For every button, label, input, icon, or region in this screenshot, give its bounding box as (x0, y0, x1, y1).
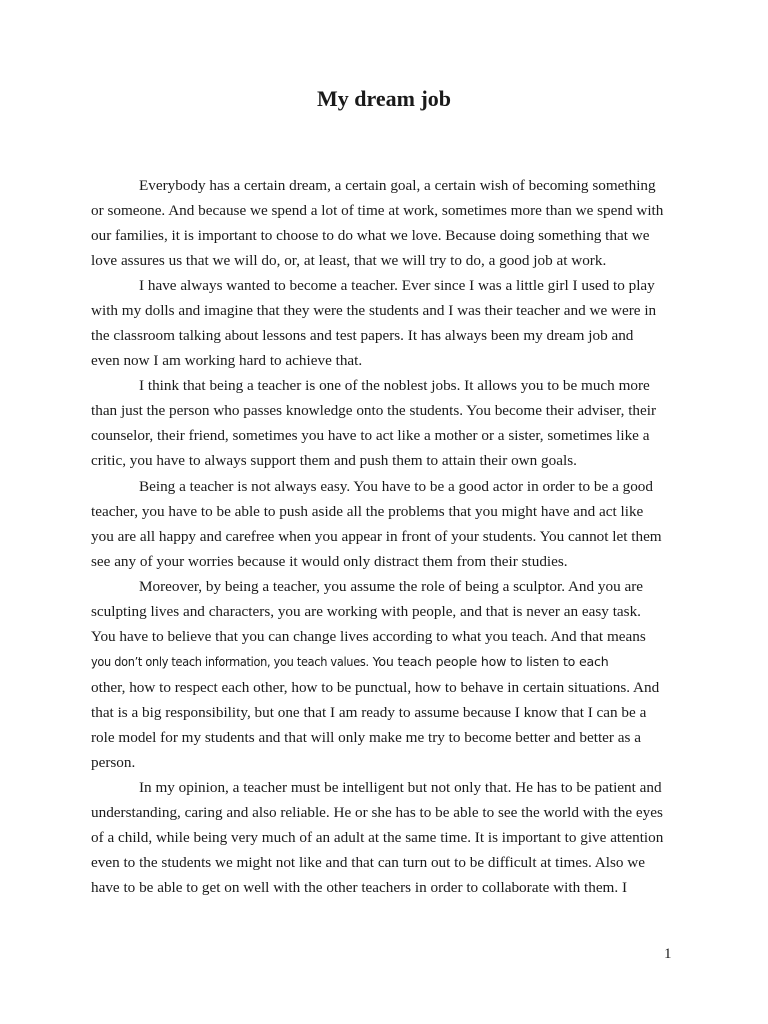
paragraph-line: see any of your worries because it would only distract them from their studies. (91, 553, 568, 570)
paragraph-line: Being a teacher is not always easy. You have to be a good actor in order to be a good (139, 478, 653, 495)
paragraph-line: even to the students we might not like and that can turn out to be difficult at times. Also we (91, 854, 645, 871)
paragraph-line: you are all happy and carefree when you appear in front of your students. You cannot let them (91, 528, 662, 545)
paragraph-line: I have always wanted to become a teacher. Ever since I was a little girl I used to play (139, 277, 655, 294)
paragraph-line: of a child, while being very much of an adult at the same time. It is important to give attention (91, 829, 664, 846)
paragraph-line: person. (91, 754, 136, 771)
line-segment: You teach people how to listen to each (368, 654, 609, 669)
paragraph-line: or someone. And because we spend a lot of time at work, sometimes more than we spend with (91, 202, 664, 219)
paragraph-line: the classroom talking about lessons and test papers. It has always been my dream job and (91, 327, 634, 344)
paragraph-line: our families, it is important to choose to do what we love. Because doing something that we (91, 227, 650, 244)
paragraph-line: even now I am working hard to achieve that. (91, 352, 363, 369)
paragraph-line: sculpting lives and characters, you are working with people, and that is never an easy task. (91, 603, 641, 620)
paragraph-line: other, how to respect each other, how to be punctual, how to behave in certain situations. And (91, 679, 660, 696)
paragraph-line: role model for my students and that will only make me try to become better and better as a (91, 729, 641, 746)
paragraph-line-mixed-font (91, 652, 609, 672)
paragraph-line: Moreover, by being a teacher, you assume the role of being a sculptor. And you are (139, 578, 644, 595)
paragraph-line: love assures us that we will do, or, at least, that we will try to do, a good job at work. (91, 252, 607, 269)
paragraph-line: than just the person who passes knowledge onto the students. You become their adviser, their (91, 402, 657, 419)
paragraph-line: In my opinion, a teacher must be intelligent but not only that. He has to be patient and (139, 779, 662, 796)
paragraph-line: that is a big responsibility, but one that I am ready to assume because I know that I can be a (91, 704, 647, 721)
paragraph-line: Everybody has a certain dream, a certain goal, a certain wish of becoming something (139, 177, 656, 194)
paragraph-line: with my dolls and imagine that they were the students and I was their teacher and we were in (91, 302, 657, 319)
paragraph-line: critic, you have to always support them and push them to attain their own goals. (91, 452, 577, 469)
paragraph-line: understanding, caring and also reliable. He or she has to be able to see the world with the eyes (91, 804, 663, 821)
page-title: My dream job (316, 86, 452, 111)
paragraph-line: teacher, you have to be able to push aside all the problems that you might have and act like (91, 503, 644, 520)
paragraph-line: I think that being a teacher is one of the noblest jobs. It allows you to be much more (139, 377, 650, 394)
paragraph-line: have to be able to get on well with the other teachers in order to collaborate with them. I (91, 879, 628, 896)
page-number: 1 (664, 946, 672, 962)
paragraph-line: counselor, their friend, sometimes you have to act like a mother or a sister, sometimes like a (91, 427, 650, 444)
line-segment: you don’t only teach information, you teach values. (91, 654, 369, 669)
paragraph-line: You have to believe that you can change lives according to what you teach. And that means (91, 628, 646, 645)
